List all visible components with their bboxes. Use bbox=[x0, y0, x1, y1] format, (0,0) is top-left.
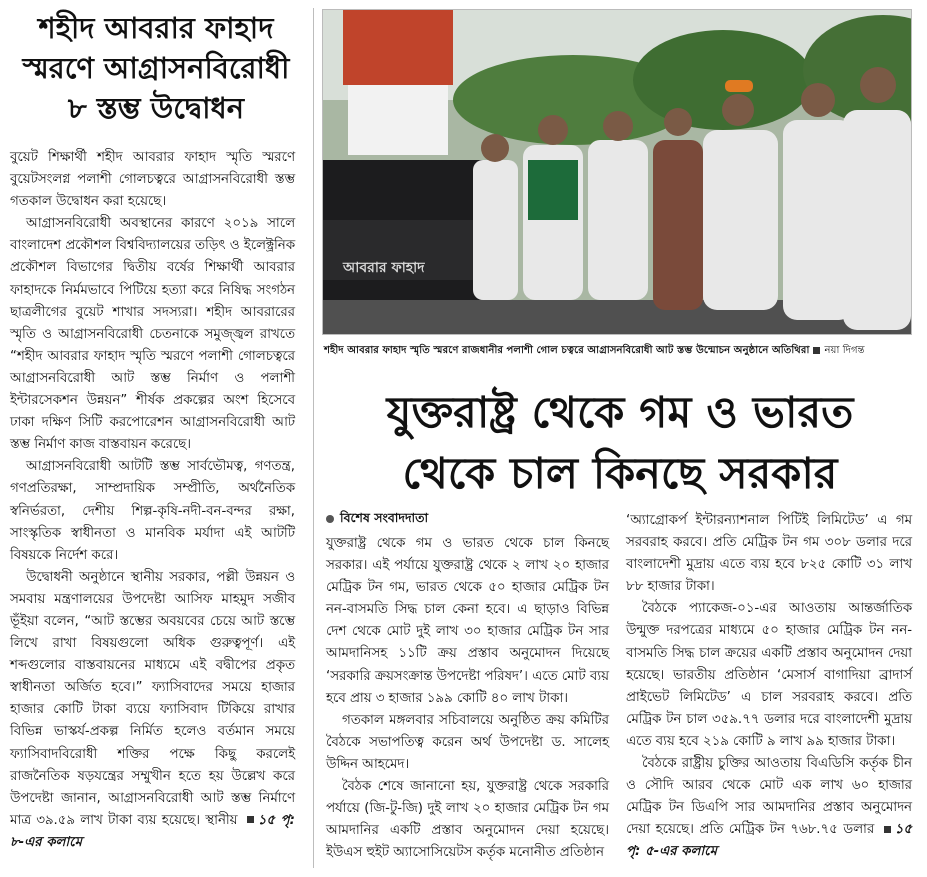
photo-caption bbox=[324, 343, 914, 359]
plaque-text: আবরার ফাহাদ bbox=[343, 260, 425, 276]
main-continuation: ১৫ পৃ: ৫-এর কলামে bbox=[626, 822, 913, 860]
photo-illustration bbox=[323, 10, 911, 334]
main-paragraph: বৈঠক শেষে জানানো হয়, যুক্তরাষ্ট্র থেকে সরকারি পর্যায়ে (জি-টু-জি) দুই লাখ ২০ হাজার মেট্রিক টন গম আমদানির একটি প্রস্তাব অনুমোদন দেয়া হয়েছে। ইউএস হুইট অ্যাসোসিয়েটস কর্তৃক মনোনীত প্রতিষ্ঠান bbox=[326, 779, 609, 861]
main-paragraph: ‘অ্যাগ্রোকর্প ইন্টারন্যাশনাল পিটিই লিমিটেড’ এ গম সরবরাহ করবে। প্রতি মেট্রিক টন গম ৩০৮ ডলার দরে বাংলাদেশী মুদ্রায় এতে ব্যয় হবে ৮২৫ কোটি ৩১ লাখ ৮৮ হাজার টাকা। bbox=[626, 513, 912, 595]
left-paragraph-text: উদ্বোধনী অনুষ্ঠানে স্থানীয় সরকার, পল্লী উন্নয়ন ও সমবায় মন্ত্রণালয়ের উপদেষ্টা আসিফ মাহমুদ সজীব ভূঁইয়া বলেন, “আট স্তম্ভের অবয়বের চেয়ে আট স্তম্ভে লিখে রাখা বিষয়গুলো অধিক গুরুত্বপূর্ণ। এই শব্দগুলোর বাস্তবায়নের মাধ্যমে এই বদ্বীপের প্রকৃত স্বাধীনতা অর্জিত হবে।” ফ্যাসিবাদের সময়ে হাজার হাজার কোটি টাকা ব্যয়ে ফ্যাসিবাদ টিকিয়ে রাখার বিভিন্ন ভাস্কর্য-প্রকল্প নির্মিত হলেও বর্তমান সময়ে ফ্যাসিবাদবিরোধী শক্তির পক্ষে কিছু করলেই রাজনৈতিক ষড়যন্ত্রের সম্মুখীন হতে হয় উল্লেখ করে উপদেষ্টা জানান, আগ্রাসনবিরোধী আট স্তম্ভ নির্মাণে মাত্র ৩৯.৫৯ লাখ টাকা ব্যয় হয়েছে। স্থানীয় bbox=[10, 569, 295, 828]
continuation-marker-icon bbox=[884, 826, 891, 833]
left-headline-line-3: ৮ স্তম্ভ উদ্বোধন bbox=[67, 91, 245, 125]
left-headline-line-1: শহীদ আবরার ফাহাদ bbox=[38, 11, 274, 45]
main-paragraph: গতকাল মঙ্গলবার সচিবালয়ে অনুষ্ঠিত ক্রয় কমিটির বৈঠকে সভাপতিত্ব করেন অর্থ উপদেষ্টা ড. সালেহ উদ্দিন আহমেদ। bbox=[326, 712, 609, 772]
main-headline bbox=[325, 383, 915, 505]
left-paragraph: আগ্রাসনবিরোধী আটটি স্তম্ভ সার্বভৌমত্ব, গণতন্ত্র, গণপ্রতিরক্ষা, সাম্প্রদায়িক সম্প্রীতি, অর্থনৈতিক স্বনির্ভরতা, দেশীয় শিল্প-কৃষি-নদী-বন-বন্দর রক্ষা, সাংস্কৃতিক স্বাধীনতা ও মানবিক মর্যাদা এই আটটি বিষয়কে নির্দেশ করে। bbox=[10, 459, 295, 563]
news-photo bbox=[322, 9, 912, 335]
caption-marker-icon bbox=[813, 347, 820, 354]
main-paragraph: যুক্তরাষ্ট্র থেকে গম ও ভারত থেকে চাল কিনছে সরকার। এই পর্যায়ে যুক্তরাষ্ট্র থেকে ২ লাখ ২০ হাজার মেট্রিক টন গম, ভারত থেকে ৫০ হাজার মেট্রিক টন নন-বাসমতি সিদ্ধ চাল কেনা হবে। এ ছাড়াও বিভিন্ন দেশ থেকে মোট দুই লাখ ৩০ হাজার মেট্রিক টন সার আমদানিসহ ১১টি ক্রয় প্রস্তাব অনুমোদন দিয়েছে ‘সরকারি ক্রয়সংক্রান্ত উপদেষ্টা পরিষদ’। এতে মোট ব্যয় হবে প্রায় ৩ হাজার ১৯৯ কোটি ৪০ লাখ টাকা। bbox=[326, 536, 609, 706]
left-paragraph bbox=[10, 567, 295, 854]
left-headline-line-2: স্মরণে আগ্রাসনবিরোধী bbox=[22, 51, 290, 85]
photo-credit: নয়া দিগন্ত bbox=[824, 345, 865, 356]
byline-dot-icon bbox=[326, 515, 334, 523]
left-story-body bbox=[10, 147, 295, 854]
main-headline-line-2: থেকে চাল কিনছে সরকার bbox=[402, 449, 838, 499]
main-paragraph bbox=[626, 753, 912, 863]
photo-caption-text: শহীদ আবরার ফাহাদ স্মৃতি স্মরণে রাজধানীর পলাশী গোল চত্বরে আগ্রাসনবিরোধী আট স্তম্ভ উন্মোচন অনুষ্ঠানে অতিথিরা bbox=[324, 345, 810, 356]
main-paragraph: বৈঠকে প্যাকেজ-০১-এর আওতায় আন্তর্জাতিক উন্মুক্ত দরপত্রের মাধ্যমে ৫০ হাজার মেট্রিক টন নন-বাসমতি সিদ্ধ চাল ক্রয়ের একটি প্রস্তাব অনুমোদন দেয়া হয়েছে। ভারতীয় প্রতিষ্ঠান ‘মেসার্স বাগাদিয়া ব্রাদার্স প্রাইভেট লিমিটেড’ এ চাল সরবরাহ করবে। প্রতি মেট্রিক টন চাল ৩৫৯.৭৭ ডলার দরে বাংলাদেশী মুদ্রায় এতে ব্যয় হবে ২১৯ কোটি ৯ লাখ ৯৯ হাজার টাকা। bbox=[626, 601, 912, 749]
column-divider bbox=[313, 8, 314, 868]
main-story-column-2 bbox=[626, 510, 912, 864]
left-paragraph: আগ্রাসনবিরোধী অবস্থানের কারণে ২০১৯ সালে বাংলাদেশ প্রকৌশল বিশ্ববিদ্যালয়ের তড়িৎ ও ইলেক্ট্রনিক প্রকৌশল বিভাগের দ্বিতীয় বর্ষের শিক্ষার্থী আবরার ফাহাদকে নির্মমভাবে পিটিয়ে হত্যা করে নিষিদ্ধ সংগঠন ছাত্রলীগের বুয়েট শাখার সদস্যরা। শহীদ আবরারের স্মৃতি ও আগ্রাসনবিরোধী চেতনাকে সমুজ্জ্বল রাখতে “শহীদ আবরার ফাহাদ স্মৃতি স্মরণে পলাশী গোলচত্বরে আগ্রাসনবিরোধী আট স্তম্ভ নির্মাণ ও পলাশী ইন্টারসেকশন উন্নয়ন” শীর্ষক প্রকল্পের অংশ হিসেবে ঢাকা দক্ষিণ সিটি করপোরেশন আগ্রাসনবিরোধী আট স্তম্ভ নির্মাণ কাজ বাস্তবায়ন করেছে। bbox=[10, 216, 295, 453]
left-paragraph: বুয়েট শিক্ষার্থী শহীদ আবরার ফাহাদ স্মৃতি স্মরণে বুয়েটসংলগ্ন পলাশী গোলচত্বরে আগ্রাসনবিরোধী স্তম্ভ গতকাল উদ্বোধন করা হয়েছে। bbox=[10, 150, 295, 210]
main-story-column-1 bbox=[326, 533, 609, 864]
byline bbox=[326, 508, 616, 528]
continuation-marker-icon bbox=[247, 816, 254, 823]
main-paragraph-text: বৈঠকে রাষ্ট্রীয় চুক্তির আওতায় বিএডিসি কর্তৃক চীন ও সৌদি আরব থেকে মোট এক লাখ ৬০ হাজার মেট্রিক টন ডিএপি সার আমদানির প্রস্তাব অনুমোদন দেয়া হয়েছে। প্রতি মেট্রিক টন ৭৬৮.৭৫ ডলার bbox=[626, 756, 912, 838]
left-story-headline bbox=[6, 8, 306, 128]
byline-text: বিশেষ সংবাদদাতা bbox=[340, 510, 429, 525]
main-headline-line-1: যুক্তরাষ্ট্র থেকে গম ও ভারত bbox=[386, 388, 854, 438]
left-continuation: ১৫ পৃ: ৮-এর কলামে bbox=[10, 812, 295, 850]
